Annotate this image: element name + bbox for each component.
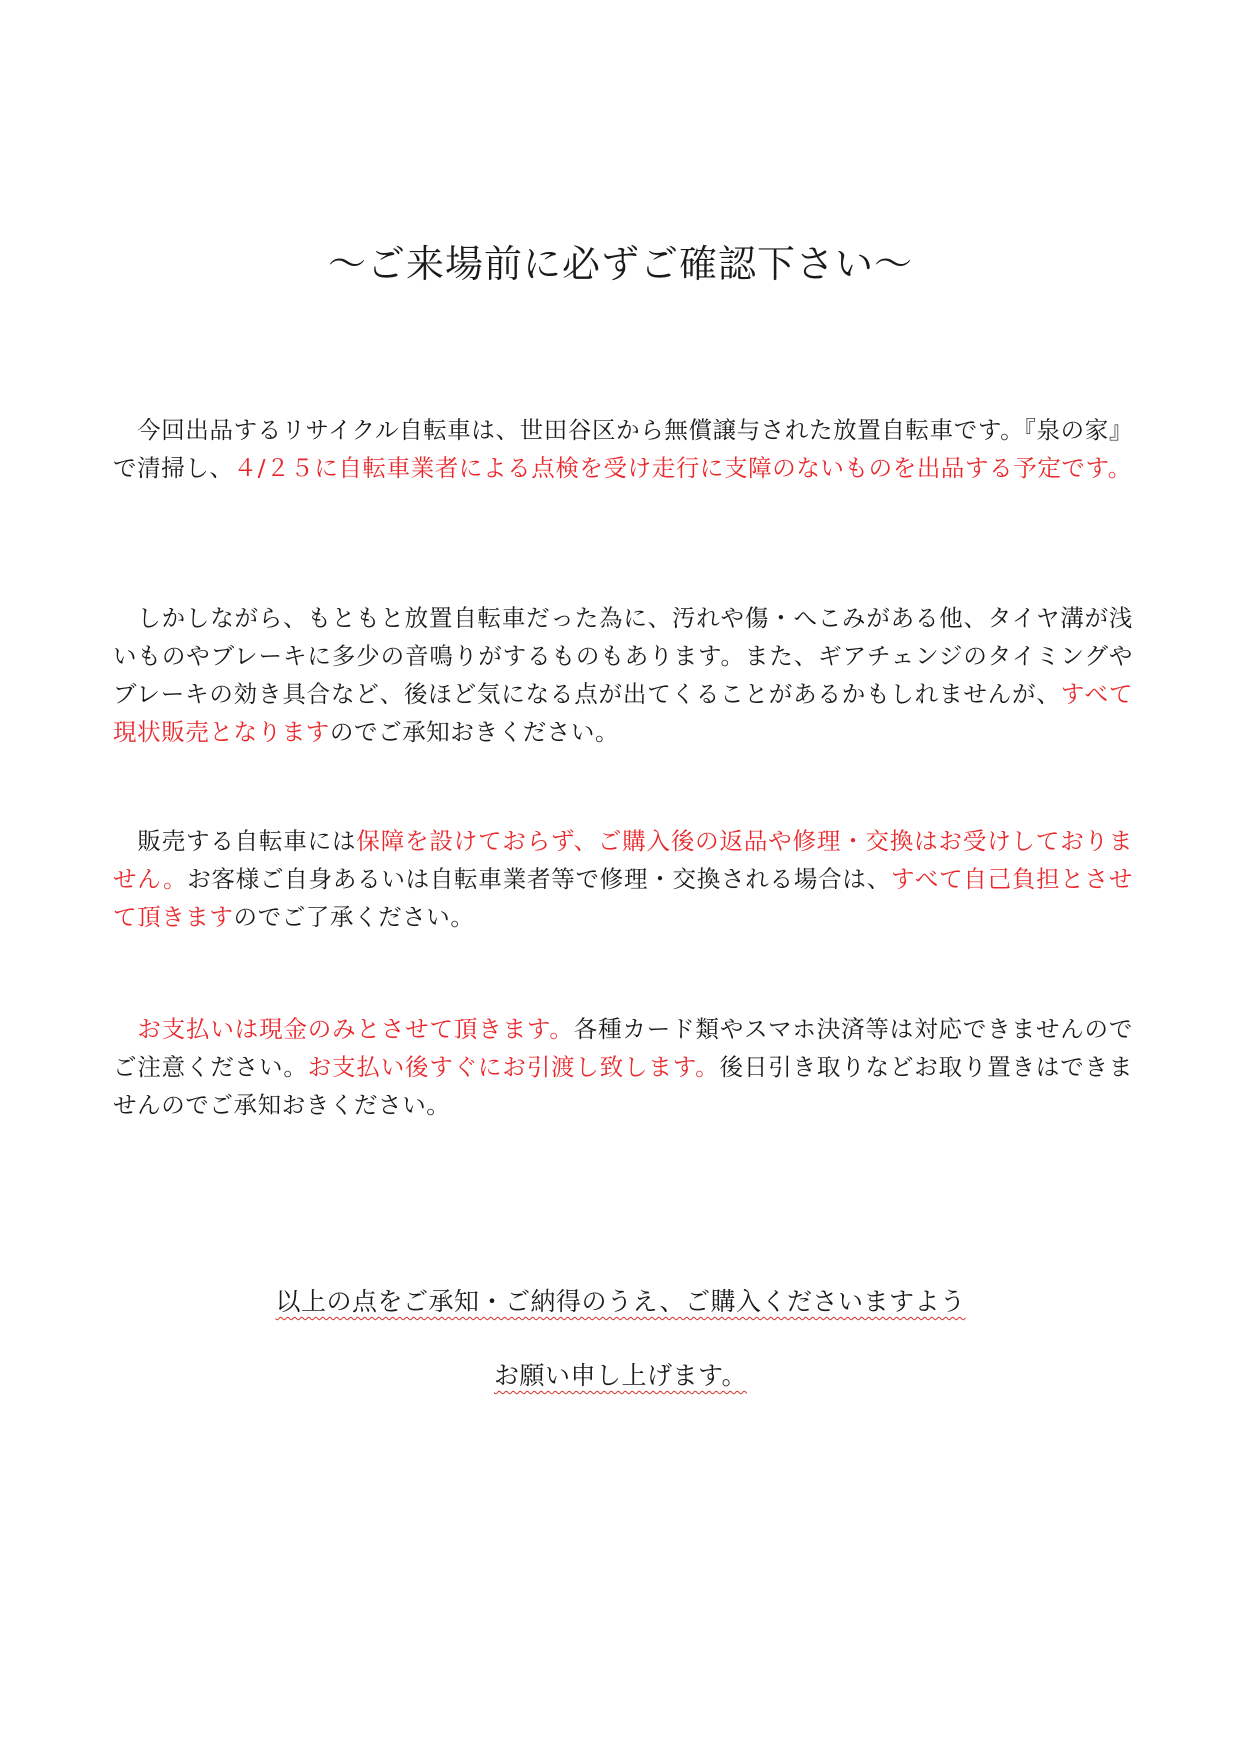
paragraph-text: お客様ご自身あるいは自転車業者等で修理・交換される場合は、 — [187, 865, 891, 893]
paragraph-text: 今回出品するリサイクル自転車は、世田谷区から無償譲与された放置自転車です。『泉の家』で清掃し、 — [113, 416, 1133, 482]
closing-line-1 — [0, 1282, 1241, 1322]
paragraph-text: しかしながら、もともと放置自転車だった為に、汚れや傷・へこみがある他、タイヤ溝が浅いものやブレーキに多少の音鳴りがするものもあります。また、ギアチェンジのタイミングやブレーキの効き具合など、後ほど気になる点が出てくることがあるかもしれませんが、 — [113, 604, 1133, 708]
paragraph-text — [113, 1015, 137, 1043]
closing-line-2 — [0, 1356, 1241, 1396]
highlighted-text: すべて現状販売となります — [113, 680, 1133, 746]
highlighted-text: お支払い後すぐにお引渡し致します。 — [307, 1053, 720, 1081]
paragraph-source-and-inspection — [113, 411, 1133, 487]
paragraph-text: のでご承知おきください。 — [329, 718, 620, 746]
paragraph-text: 販売する自転車には — [113, 827, 357, 855]
paragraph-payment — [113, 1010, 1133, 1124]
closing-text: お願い申し上げます。 — [493, 1361, 747, 1390]
paragraph-no-warranty — [113, 822, 1133, 936]
highlighted-text: ４/２５に自転車業者による点検を受け走行に支障のないものを出品する予定です。 — [233, 454, 1132, 482]
paragraph-text: のでご了承ください。 — [233, 903, 475, 931]
paragraph-text: 後日引き取りなどお取り置きはできませんのでご承知おきください。 — [113, 1053, 1133, 1119]
highlighted-text: 保障を設けておらず、ご購入後の返品や修理・交換はお受けしておりません。 — [113, 827, 1133, 893]
paragraph-text: 各種カード類やスマホ決済等は対応できませんのでご注意ください。 — [113, 1015, 1133, 1081]
page-title: ～ご来場前に必ずご確認下さい～ — [327, 242, 913, 286]
highlighted-text: お支払いは現金のみとさせて頂きます。 — [137, 1015, 574, 1043]
closing-text: 以上の点をご承知・ご納得のうえ、ご購入くださいますよう — [275, 1287, 966, 1316]
highlighted-text: すべて自己負担とさせて頂きます — [113, 865, 1134, 931]
paragraph-condition-notice — [113, 599, 1133, 751]
